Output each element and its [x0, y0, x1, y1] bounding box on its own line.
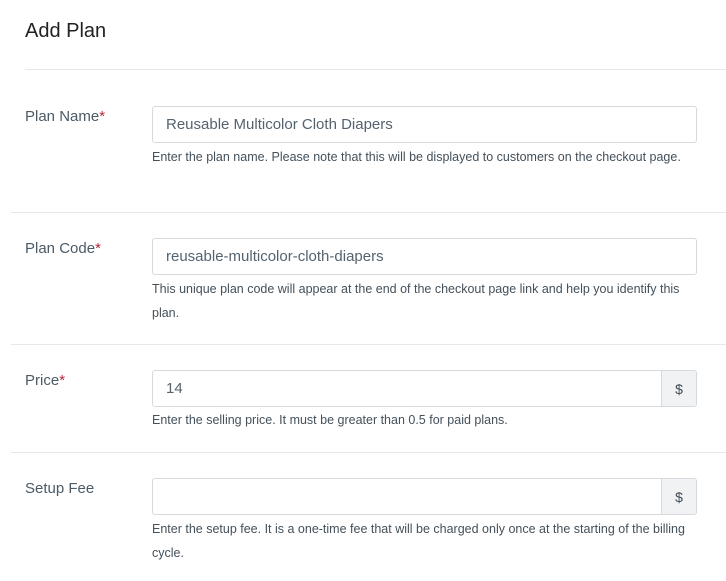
- price-label-text: Price: [25, 372, 60, 389]
- setup-fee-help: Enter the setup fee. It is a one-time fee that will be charged only once at the starting of the billing cycle.: [152, 522, 685, 560]
- plan-name-help: Enter the plan name. Please note that this will be displayed to customers on the checkout page.: [152, 150, 681, 164]
- currency-addon: $: [661, 479, 696, 514]
- plan-code-label: [25, 240, 101, 257]
- currency-addon: $: [661, 371, 696, 406]
- setup-fee-field[interactable]: [152, 478, 697, 515]
- required-mark: *: [59, 372, 66, 389]
- price-field[interactable]: [152, 370, 697, 407]
- title-divider: [25, 69, 726, 70]
- plan-name-input[interactable]: [153, 107, 696, 142]
- plan-name-label: [25, 108, 105, 125]
- price-input[interactable]: [153, 371, 661, 406]
- plan-code-label-text: Plan Code: [25, 240, 96, 257]
- required-mark: *: [95, 240, 101, 257]
- setup-fee-label: [25, 480, 94, 497]
- plan-name-label-text: Plan Name: [25, 108, 100, 125]
- section-divider: [11, 344, 726, 345]
- plan-code-help: This unique plan code will appear at the end of the checkout page link and help you identify this plan.: [152, 282, 680, 320]
- price-help: Enter the selling price. It must be greater than 0.5 for paid plans.: [152, 413, 508, 427]
- plan-code-field[interactable]: [152, 238, 697, 275]
- setup-fee-input[interactable]: [153, 479, 661, 514]
- section-divider: [11, 452, 726, 453]
- required-mark: *: [99, 108, 106, 125]
- page-title: Add Plan: [25, 20, 107, 42]
- plan-name-field[interactable]: [152, 106, 697, 143]
- setup-fee-label-text: Setup Fee: [25, 480, 95, 497]
- price-label: [25, 372, 65, 389]
- section-divider: [11, 212, 726, 213]
- plan-code-input[interactable]: [153, 239, 696, 274]
